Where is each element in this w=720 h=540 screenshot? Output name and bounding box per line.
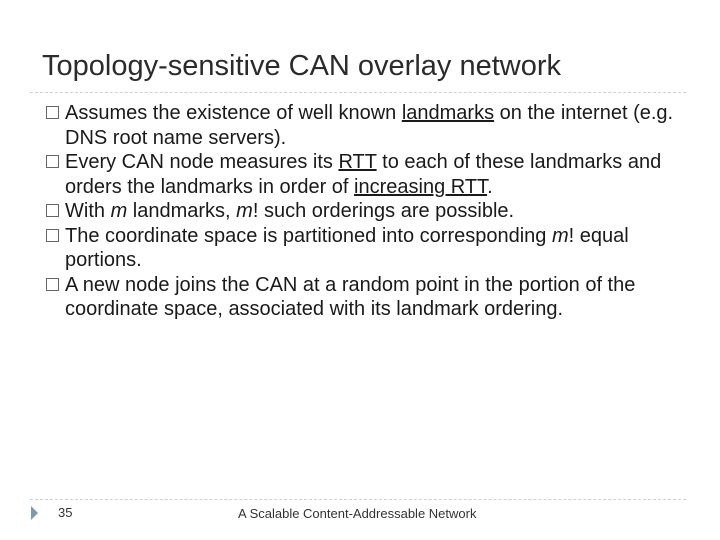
bullet-text: The coordinate space is partitioned into corresponding [65, 224, 552, 247]
italic-term: m [236, 200, 253, 222]
title-divider [30, 92, 686, 93]
checkbox-bullet-icon [46, 106, 59, 119]
checkbox-bullet-icon [46, 278, 59, 291]
bullet-text: landmarks, [127, 200, 237, 222]
bullet-text: With [65, 200, 111, 222]
bullet-text: to each of these landmarks and orders the landmarks in order of [65, 151, 662, 198]
checkbox-bullet-icon [46, 229, 59, 242]
bullet-item [44, 199, 694, 224]
page-number: 35 [58, 505, 73, 520]
underlined-term: landmarks [401, 102, 495, 124]
underlined-term: increasing RTT [354, 175, 488, 198]
underlined-term: RTT [338, 151, 377, 173]
bullet-text: A new node joins the CAN at a random point in the portion of the coordinate space, associated with its landmark ordering. [65, 273, 636, 320]
bullet-item [44, 224, 694, 273]
bullet-text: Every CAN node measures its [65, 151, 339, 173]
bullet-item [44, 273, 694, 322]
bullet-text: . [487, 175, 493, 198]
bullet-item [44, 101, 694, 150]
slide-title: Topology-sensitive CAN overlay network [42, 50, 561, 82]
footer-arrow-icon [31, 506, 38, 520]
bullet-text: Assumes the existence of well known [65, 102, 402, 124]
bullet-list [44, 101, 694, 322]
bullet-text: ! such orderings are possible. [252, 200, 515, 222]
bullet-text: ! equal portions. [65, 224, 629, 271]
checkbox-bullet-icon [46, 204, 59, 217]
footer-text: A Scalable Content-Addressable Network [238, 506, 477, 521]
bullet-item [44, 150, 694, 199]
checkbox-bullet-icon [46, 155, 59, 168]
bullet-text: on the internet (e.g. DNS root name servers). [65, 102, 674, 149]
italic-term: m [110, 200, 128, 222]
italic-term: m [551, 224, 569, 247]
footer-divider [30, 499, 686, 500]
